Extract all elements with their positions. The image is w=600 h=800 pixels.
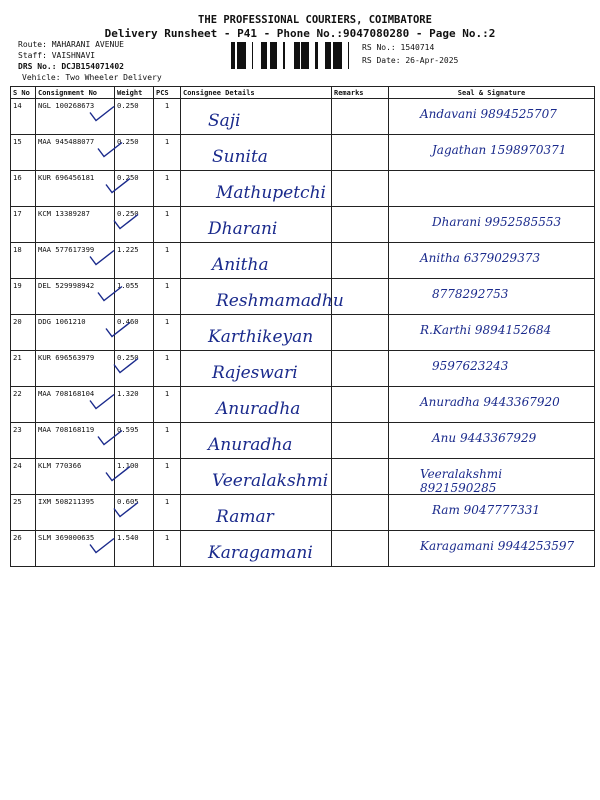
weight-cell: 0.250 (115, 99, 154, 135)
staff-value: VAISHNAVI (51, 51, 96, 60)
delivered-tick-mark (90, 395, 114, 409)
weight-cell: 0.250 (115, 207, 154, 243)
pcs-cell: 1 (154, 315, 181, 351)
sno-cell: 24 (11, 459, 36, 495)
delivered-tick-mark (90, 539, 114, 553)
vehicle-value: Two Wheeler Delivery (65, 73, 162, 82)
consignment-cell: KLM 770366 (36, 459, 115, 495)
consignment-cell: SLM 369000635 (36, 531, 115, 567)
pcs-cell: 1 (154, 423, 181, 459)
pcs-cell: 1 (154, 243, 181, 279)
weight-cell: 0.605 (115, 495, 154, 531)
route-label: Route: (18, 40, 47, 49)
weight-cell: 1.540 (115, 531, 154, 567)
sno-cell: 16 (11, 171, 36, 207)
recipient-signature: Karagamani 9944253597 (420, 538, 575, 553)
sno-cell: 17 (11, 207, 36, 243)
pcs-cell: 1 (154, 279, 181, 315)
col-consignment-header: Consignment No (36, 87, 115, 99)
drs-value: DCJB154071402 (61, 62, 124, 71)
recipient-signature: Anu 9443367929 (432, 430, 537, 445)
pcs-cell: 1 (154, 495, 181, 531)
recipient-signature: Andavani 9894525707 (420, 106, 557, 121)
recipient-signature: Anitha 6379029373 (420, 250, 541, 265)
delivered-tick-mark (114, 215, 138, 229)
pcs-cell: 1 (154, 207, 181, 243)
drs-label: DRS No.: (18, 62, 57, 71)
consignment-cell: MAA 708168119 (36, 423, 115, 459)
col-remarks-header: Remarks (332, 87, 389, 99)
consignee-handwritten-name: Ramar (216, 506, 274, 527)
consignment-cell: KUR 696456181 (36, 171, 115, 207)
pcs-cell: 1 (154, 171, 181, 207)
col-sno-header: S No (11, 87, 36, 99)
recipient-signature: R.Karthi 9894152684 (420, 322, 552, 337)
consignee-handwritten-name: Reshmamadhu (216, 290, 344, 311)
consignment-cell: MAA 708168104 (36, 387, 115, 423)
consignment-cell: DEL 529998942 (36, 279, 115, 315)
delivered-tick-mark (106, 323, 130, 337)
consignee-handwritten-name: Veeralakshmi (212, 470, 329, 491)
col-weight-header: Weight (115, 87, 154, 99)
recipient-signature: Dharani 9952585553 (432, 214, 562, 229)
sno-cell: 26 (11, 531, 36, 567)
recipient-signature: 8778292753 (432, 286, 509, 301)
weight-cell: 0.250 (115, 171, 154, 207)
consignment-cell: IXM 508211395 (36, 495, 115, 531)
consignee-handwritten-name: Anuradha (216, 398, 301, 419)
consignee-handwritten-name: Dharani (208, 218, 278, 239)
sno-cell: 21 (11, 351, 36, 387)
recipient-signature: Veeralakshmi 8921590285 (420, 466, 503, 495)
pcs-cell: 1 (154, 99, 181, 135)
vehicle-label: Vehicle: (22, 73, 61, 82)
col-signature-header: Seal & Signature (389, 87, 595, 99)
delivered-tick-mark (106, 467, 130, 481)
consignment-cell: MAA 577617399 (36, 243, 115, 279)
delivered-tick-mark (98, 287, 122, 301)
staff-label: Staff: (18, 51, 47, 60)
route-value: MAHARANI AVENUE (51, 40, 124, 49)
consignment-cell: MAA 945488077 (36, 135, 115, 171)
consignee-handwritten-name: Anuradha (208, 434, 293, 455)
pcs-cell: 1 (154, 531, 181, 567)
weight-cell: 0.595 (115, 423, 154, 459)
sno-cell: 14 (11, 99, 36, 135)
sno-cell: 23 (11, 423, 36, 459)
rs-date-value: 26-Apr-2025 (405, 56, 459, 65)
delivered-tick-mark (114, 503, 138, 517)
delivered-tick-mark (98, 143, 122, 157)
recipient-signature: Jagathan 1598970371 (432, 142, 567, 157)
consignee-handwritten-name: Anitha (212, 254, 269, 275)
recipient-signature: 9597623243 (432, 358, 509, 373)
recipient-signature: Anuradha 9443367920 (420, 394, 560, 409)
rs-date-label: RS Date: (362, 56, 401, 65)
consignee-handwritten-name: Rajeswari (212, 362, 298, 383)
weight-cell: 0.460 (115, 315, 154, 351)
sno-cell: 18 (11, 243, 36, 279)
delivered-tick-mark (114, 359, 138, 373)
weight-cell: 0.250 (115, 351, 154, 387)
rs-number-label: RS No.: (362, 43, 396, 52)
col-consignee-header: Consignee Details (181, 87, 332, 99)
consignment-cell: DDG 1061210 (36, 315, 115, 351)
sno-cell: 19 (11, 279, 36, 315)
consignment-cell: KCM 13389287 (36, 207, 115, 243)
delivered-tick-mark (90, 107, 114, 121)
sno-cell: 25 (11, 495, 36, 531)
sno-cell: 15 (11, 135, 36, 171)
delivered-tick-mark (90, 251, 114, 265)
sno-cell: 22 (11, 387, 36, 423)
consignee-handwritten-name: Sunita (212, 146, 268, 167)
sno-cell: 20 (11, 315, 36, 351)
consignee-handwritten-name: Saji (208, 110, 241, 131)
consignee-handwritten-name: Karthikeyan (208, 326, 314, 347)
pcs-cell: 1 (154, 387, 181, 423)
weight-cell: 0.250 (115, 135, 154, 171)
consignee-handwritten-name: Karagamani (208, 542, 313, 563)
runsheet-subtitle: Delivery Runsheet - P41 - Phone No.:9047080280 - Page No.:2 (104, 27, 496, 40)
pcs-cell: 1 (154, 351, 181, 387)
delivered-tick-mark (98, 431, 122, 445)
pcs-cell: 1 (154, 135, 181, 171)
recipient-signature: Ram 9047777331 (432, 502, 541, 517)
delivered-tick-mark (106, 179, 130, 193)
weight-cell: 1.100 (115, 459, 154, 495)
consignee-handwritten-name: Mathupetchi (216, 182, 326, 203)
consignment-cell: KUR 696563979 (36, 351, 115, 387)
pcs-cell: 1 (154, 459, 181, 495)
consignment-cell: NGL 100268673 (36, 99, 115, 135)
rs-number-value: 1540714 (400, 43, 435, 52)
courier-company-title: THE PROFESSIONAL COURIERS, COIMBATORE (198, 14, 432, 26)
col-pcs-header: PCS (154, 87, 181, 99)
weight-cell: 1.225 (115, 243, 154, 279)
weight-cell: 1.055 (115, 279, 154, 315)
weight-cell: 1.320 (115, 387, 154, 423)
